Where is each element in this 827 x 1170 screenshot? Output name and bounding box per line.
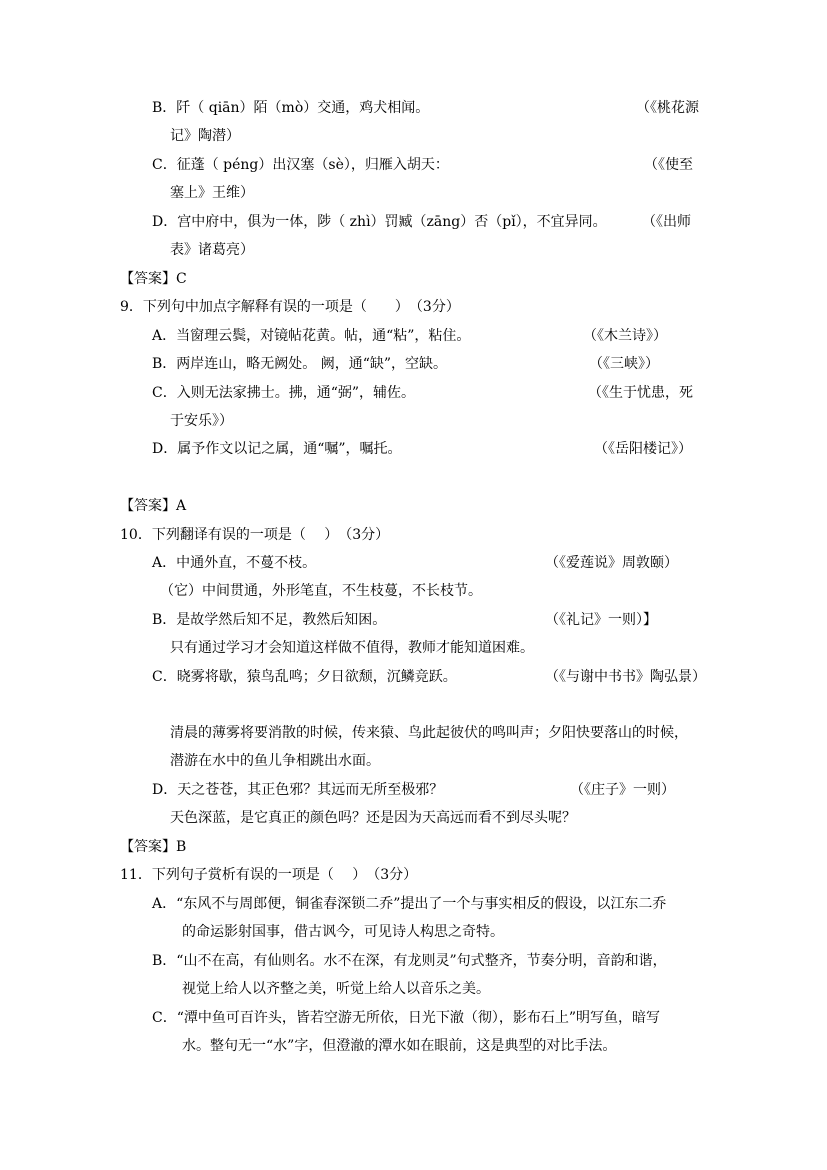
q10-option-a: A．中通外直，不蔓不枝。 [152,555,317,571]
q8-option-d: D．宫中府中，俱为一体，陟（ zhì）罚臧（zāng）否（pǐ），不宜异同。 [152,214,607,230]
q9-stem: 9．下列句中加点字解释有误的一项是（ ） （3分） [120,299,460,315]
q9-answer: 【答案】A [120,498,187,514]
q11-stem: 11．下列句子赏析有误的一项是（ ） （3分） [120,867,418,883]
q9-option-a-source: （《木兰诗》） [583,328,667,344]
q11-option-a-line1: A．“东风不与周郎便，铜雀春深锁二乔”提出了一个与事实相反的假设，以江东二乔 [152,896,667,912]
q10-option-d-translation: 天色深蓝，是它真正的颜色吗？还是因为天高远而看不到尽头呢？ [170,810,576,826]
q8-answer: 【答案】C [120,271,187,287]
q10-option-b: B．是故学然后知不足，教然后知困。 [152,612,387,628]
q10-option-c-translation-1: 清晨的薄雾将要消散的时候，传来猿、鸟此起彼伏的鸣叫声；夕阳快要落山的时候， [170,725,688,741]
q10-option-c-translation-2: 潜游在水中的鱼儿争相跳出水面。 [170,753,380,769]
q9-option-c-source: （《生于忧患，死 [588,385,693,401]
q11-option-b-line2: 视觉上给人以齐整之美，听觉上给人以音乐之美。 [182,981,490,997]
q8-option-b: B．阡（ qiān）陌（mò）交通，鸡犬相闻。 [152,100,430,116]
q11-option-c-line2: 水。整句无一“水”字，但澄澈的潭水如在眼前，这是典型的对比手法。 [182,1038,617,1054]
q11-option-a-line2: 的命运影射国事，借古讽今，可见诗人构思之奇特。 [182,924,504,940]
q9-option-c: C．入则无法家拂士。拂，通“弼”，辅佐。 [152,385,416,401]
q9-option-c-source-cont: 于安乐》） [170,413,233,429]
q10-answer: 【答案】B [120,839,187,855]
q8-option-b-source: （《桃花源 [636,100,699,116]
q8-option-c-source: （《使至 [644,157,693,173]
q9-option-b: B．两岸连山，略无阙处。 阙，通“缺”，空缺。 [152,356,448,372]
q9-option-d-source: （《岳阳楼记》） [594,441,692,457]
q10-stem: 10．下列翻译有误的一项是（ ） （3分） [120,527,390,543]
q9-option-d: D．属予作文以记之属，通“嘱”，嘱托。 [152,441,402,457]
q10-option-b-translation: 只有通过学习才会知道这样做不值得，教师才能知道困难。 [170,640,534,656]
q10-option-a-translation: （它）中间贯通，外形笔直，不生枝蔓，不长枝节。 [160,583,482,599]
q11-option-c-line1: C．“潭中鱼可百许头，皆若空游无所依，日光下澈（彻），影布石上”明写鱼，暗写 [152,1010,661,1026]
q8-option-d-source-cont: 表》诸葛亮） [170,242,254,258]
q11-option-b-line1: B．“山不在高，有仙则名。水不在深，有龙则灵”句式整齐，节奏分明，音韵和谐， [152,953,667,969]
q9-option-a: A．当窗理云鬓，对镜帖花黄。帖，通“粘”，粘住。 [152,328,471,344]
q8-option-b-source-cont: 记》陶潜） [170,128,240,144]
q10-option-c: C．晓雾将歇，猿鸟乱鸣；夕日欲颓，沉鳞竞跃。 [152,669,457,685]
q8-option-c: C．征蓬（ péng）出汉塞（sè），归雁入胡天： [152,157,449,173]
q8-option-d-source: （《出师 [642,214,691,230]
q10-option-c-source: （《与谢中书书》陶弘景） [545,669,706,685]
q10-option-a-source: （《爱莲说》周敦颐） [545,555,678,571]
q10-option-b-source: （《礼记》一则）】 [545,612,657,628]
q9-option-b-source: （《三峡》） [589,356,659,372]
q10-option-d: D．天之苍苍，其正色邪？其远而无所至极邪？ [152,782,444,798]
q10-option-d-source: （《庄子》一则） [570,782,675,798]
q8-option-c-source-cont: 塞上》王维） [170,185,254,201]
